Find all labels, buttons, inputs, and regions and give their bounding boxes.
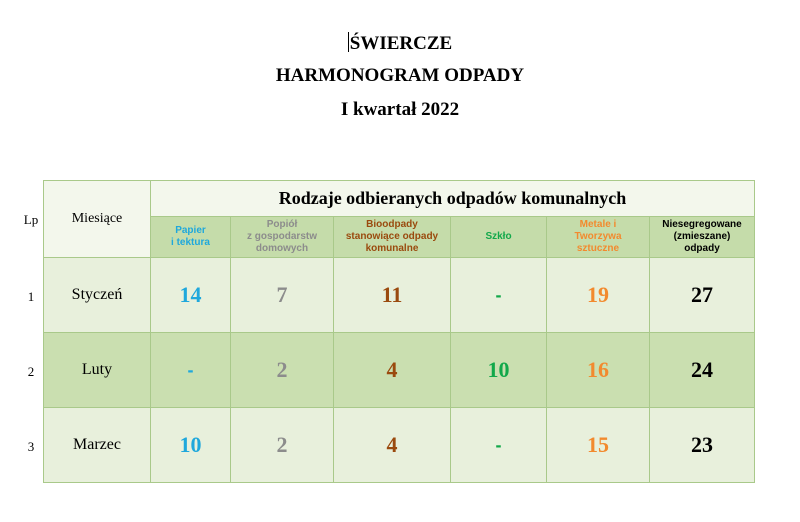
month-row	[44, 333, 755, 408]
category-header-row	[44, 217, 755, 258]
month-header: Miesiące	[44, 181, 151, 258]
lp-1: 1	[27, 289, 35, 304]
lp-3: 3	[27, 439, 35, 454]
pickup-day-cell: 2	[231, 408, 334, 483]
category-label-line: sztuczne	[576, 243, 620, 254]
category-label-line: stanowiące odpady	[345, 231, 439, 242]
category-label-line: Popiół	[266, 219, 298, 230]
category-label-line: i tektura	[171, 237, 210, 248]
pickup-day-cell: 19	[547, 258, 650, 333]
town-title-text: ŚWIERCZE	[349, 33, 453, 54]
lp-header: Lp	[23, 212, 39, 227]
month-row	[44, 408, 755, 483]
category-label-line: (zmieszane)	[673, 231, 731, 242]
waste-schedule-table	[43, 180, 755, 483]
pickup-day-cell: 24	[650, 333, 755, 408]
category-label-line: Tworzywa	[574, 231, 622, 242]
month-row	[44, 258, 755, 333]
category-label-line: Bioodpady	[366, 219, 418, 230]
category-label-line: Niesegregowane	[662, 219, 742, 230]
pickup-day-cell: 4	[334, 408, 451, 483]
pickup-day-cell: 7	[231, 258, 334, 333]
category-label-line: Szkło	[485, 231, 512, 242]
category-label-line: z gospodarstw	[246, 231, 317, 242]
pickup-day-cell: 15	[547, 408, 650, 483]
quarter-title: I kwartał 2022	[340, 99, 460, 120]
pickup-day-cell: 4	[334, 333, 451, 408]
schedule-title: HARMONOGRAM ODPADY	[275, 65, 525, 86]
category-ash	[231, 217, 334, 258]
waste-types-header: Rodzaje odbieranych odpadów komunalnych	[151, 181, 755, 217]
text-cursor	[348, 32, 349, 52]
pickup-day-cell: 10	[151, 408, 231, 483]
lp-2: 2	[27, 364, 35, 379]
pickup-day-cell: 10	[451, 333, 547, 408]
pickup-day-cell: -	[451, 258, 547, 333]
pickup-day-cell: 27	[650, 258, 755, 333]
category-mixed	[650, 217, 755, 258]
month-name: Marzec	[44, 408, 151, 483]
pickup-day-cell: -	[451, 408, 547, 483]
category-label-line: komunalne	[365, 243, 419, 254]
pickup-day-cell: 16	[547, 333, 650, 408]
category-paper	[151, 217, 231, 258]
category-metal-plastic	[547, 217, 650, 258]
pickup-day-cell: 14	[151, 258, 231, 333]
category-bio	[334, 217, 451, 258]
pickup-day-cell: 11	[334, 258, 451, 333]
category-label-line: Papier	[175, 225, 206, 236]
category-label-line: odpady	[684, 243, 720, 254]
category-glass	[451, 217, 547, 258]
month-name: Luty	[44, 333, 151, 408]
pickup-day-cell: 23	[650, 408, 755, 483]
category-label-line: Metale i	[579, 219, 617, 230]
pickup-day-cell: 2	[231, 333, 334, 408]
month-name: Styczeń	[44, 258, 151, 333]
pickup-day-cell: -	[151, 333, 231, 408]
town-title	[0, 32, 800, 55]
category-label-line: domowych	[255, 243, 309, 254]
